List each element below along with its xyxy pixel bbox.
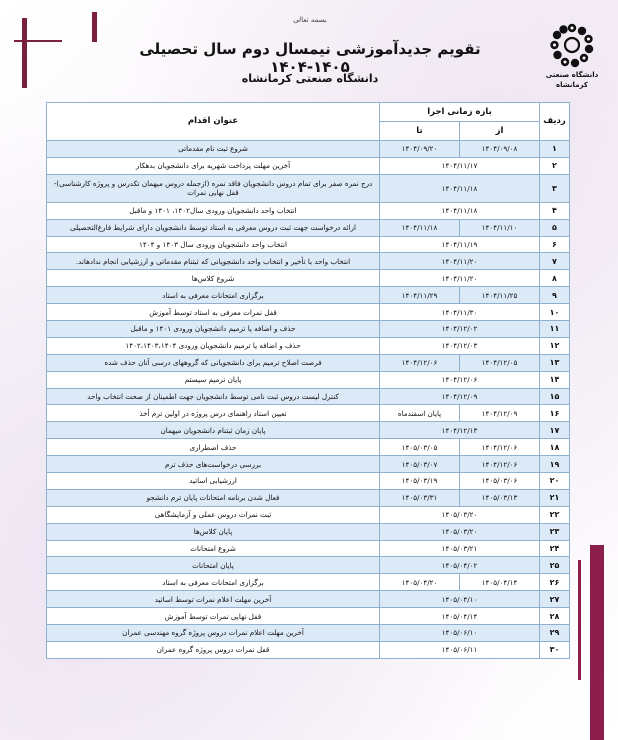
row-number-cell: ۱۶ xyxy=(540,405,570,422)
decorative-bar xyxy=(590,545,604,740)
date-cell: ۱۴۰۵/۰۳/۲۰ xyxy=(380,523,540,540)
row-number-cell: ۵ xyxy=(540,219,570,236)
row-number-cell: ۲۱ xyxy=(540,489,570,506)
row-number-cell: ۱۱ xyxy=(540,321,570,338)
row-number-cell: ۱۲ xyxy=(540,337,570,354)
row-number-cell: ۳ xyxy=(540,174,570,202)
table-row xyxy=(47,174,570,202)
to-date-cell: پایان اسفندماه xyxy=(380,405,460,422)
to-date-cell: ۱۴۰۴/۰۹/۲۰ xyxy=(380,141,460,158)
action-title-cell: پایان ترمیم سیستم xyxy=(47,371,380,388)
row-number-cell: ۶ xyxy=(540,236,570,253)
action-title-cell: شروع ثبت نام مقدماتی xyxy=(47,141,380,158)
academic-calendar-table xyxy=(46,102,570,659)
action-title-cell: پایان کلاس‌ها xyxy=(47,523,380,540)
date-cell: ۱۴۰۵/۰۴/۰۲ xyxy=(380,557,540,574)
from-date-cell: ۱۴۰۴/۰۹/۰۸ xyxy=(460,141,540,158)
from-date-cell: ۱۴۰۴/۱۲/۰۶ xyxy=(460,456,540,473)
action-title-cell: قفل نمرات دروس پروژه گروه عمران xyxy=(47,641,380,658)
action-title-cell: حذف و اضافه یا ترمیم دانشجویان ورودی ۱۴۰۲،۱۴۰۳،۱۴۰۴ xyxy=(47,337,380,354)
table-row xyxy=(47,270,570,287)
row-number-cell: ۷ xyxy=(540,253,570,270)
date-cell: ۱۴۰۵/۰۴/۱۰ xyxy=(380,591,540,608)
table-row xyxy=(47,422,570,439)
from-date-cell: ۱۴۰۴/۱۲/۰۹ xyxy=(460,405,540,422)
table-row xyxy=(47,253,570,270)
row-number-cell: ۲۳ xyxy=(540,523,570,540)
decorative-line xyxy=(92,12,97,42)
action-title-cell: انتخاب واحد دانشجویان ورودی سال۱۴۰۲، ۱۴۰۱ و ماقبل xyxy=(47,202,380,219)
table-row xyxy=(47,304,570,321)
row-number-cell: ۲۲ xyxy=(540,506,570,523)
date-cell: ۱۴۰۵/۰۶/۱۱ xyxy=(380,641,540,658)
row-number-cell: ۲۸ xyxy=(540,608,570,625)
table-row xyxy=(47,219,570,236)
action-title-cell: درج نمره صفر برای تمام دروس دانشجویان فاقد نمره (ازجمله دروس میهمان تکدرس و پروژه کارشناسی)-قفل نهایی نمرات xyxy=(47,174,380,202)
table-row xyxy=(47,489,570,506)
from-date-cell: ۱۴۰۴/۱۱/۲۵ xyxy=(460,287,540,304)
action-title-cell: تعیین استاد راهنمای درس پروژه در اولین ترم أخذ xyxy=(47,405,380,422)
action-title-cell: برگزاری امتحانات معرفی به استاد xyxy=(47,574,380,591)
table-row xyxy=(47,506,570,523)
date-cell: ۱۴۰۴/۱۱/۱۸ xyxy=(380,202,540,219)
action-title-cell: آخرین مهلت اعلام نمرات توسط اساتید xyxy=(47,591,380,608)
row-number-cell: ۱ xyxy=(540,141,570,158)
table-row xyxy=(47,371,570,388)
date-cell: ۱۴۰۴/۱۲/۱۳ xyxy=(380,422,540,439)
university-logo-icon xyxy=(547,20,597,70)
row-number-cell: ۲۷ xyxy=(540,591,570,608)
row-number-cell: ۱۰ xyxy=(540,304,570,321)
from-date-cell: ۱۴۰۵/۰۳/۱۳ xyxy=(460,489,540,506)
column-header-to: تا xyxy=(380,122,460,141)
from-date-cell: ۱۴۰۴/۱۲/۰۶ xyxy=(460,439,540,456)
decorative-line xyxy=(578,560,581,680)
action-title-cell: پایان زمان ثبتنام دانشجویان میهمان xyxy=(47,422,380,439)
row-number-cell: ۲۵ xyxy=(540,557,570,574)
action-title-cell: قفل نمرات معرفی به استاد توسط آموزش xyxy=(47,304,380,321)
row-number-cell: ۳۰ xyxy=(540,641,570,658)
action-title-cell: کنترل لیست دروس ثبت نامی توسط دانشجویان جهت اطمینان از صحت انتخاب واحد xyxy=(47,388,380,405)
action-title-cell: بررسی درخواست‌های حذف ترم xyxy=(47,456,380,473)
page-subtitle: دانشگاه صنعتی کرمانشاه xyxy=(241,72,379,85)
row-number-cell: ۱۷ xyxy=(540,422,570,439)
to-date-cell: ۱۴۰۴/۱۱/۲۹ xyxy=(380,287,460,304)
date-cell: ۱۴۰۴/۱۱/۳۰ xyxy=(380,304,540,321)
column-header-from: از xyxy=(460,122,540,141)
table-row xyxy=(47,574,570,591)
brand-name-line1: دانشگاه صنعتی xyxy=(545,71,599,79)
to-date-cell: ۱۴۰۵/۰۳/۰۷ xyxy=(380,456,460,473)
row-number-cell: ۱۵ xyxy=(540,388,570,405)
table-row xyxy=(47,236,570,253)
table-row xyxy=(47,608,570,625)
date-cell: ۱۴۰۵/۰۴/۱۴ xyxy=(380,608,540,625)
action-title-cell: شروع کلاس‌ها xyxy=(47,270,380,287)
to-date-cell: ۱۴۰۴/۱۲/۰۶ xyxy=(380,354,460,371)
from-date-cell: ۱۴۰۵/۰۳/۰۶ xyxy=(460,473,540,490)
table-row xyxy=(47,641,570,658)
decorative-line xyxy=(14,40,62,42)
to-date-cell: ۱۴۰۴/۱۱/۱۸ xyxy=(380,219,460,236)
date-cell: ۱۴۰۵/۰۶/۱۰ xyxy=(380,625,540,642)
date-cell: ۱۴۰۵/۰۳/۲۰ xyxy=(380,506,540,523)
table-row xyxy=(47,456,570,473)
from-date-cell: ۱۴۰۵/۰۴/۱۴ xyxy=(460,574,540,591)
date-cell: ۱۴۰۴/۱۲/۰۹ xyxy=(380,388,540,405)
to-date-cell: ۱۴۰۵/۰۳/۳۱ xyxy=(380,489,460,506)
date-cell: ۱۴۰۴/۱۱/۲۰ xyxy=(380,253,540,270)
action-title-cell: برگزاری امتحانات معرفی به استاد xyxy=(47,287,380,304)
table-row xyxy=(47,141,570,158)
row-number-cell: ۲۰ xyxy=(540,473,570,490)
row-number-cell: ۴ xyxy=(540,202,570,219)
column-header-row-number: ردیف xyxy=(540,103,570,141)
table-row xyxy=(47,405,570,422)
table-row xyxy=(47,557,570,574)
table-row xyxy=(47,354,570,371)
table-row xyxy=(47,321,570,338)
row-number-cell: ۱۳ xyxy=(540,354,570,371)
action-title-cell: آخرین مهلت اعلام نمرات دروس پروژه گروه مهندسی عمران xyxy=(47,625,380,642)
column-header-period: بازه زمانی اجرا xyxy=(380,103,540,122)
bismillah-text: بسمه تعالی xyxy=(293,16,327,24)
action-title-cell: ارائه درخواست جهت ثبت دروس معرفی به استاد توسط دانشجویان دارای شرایط فارغ‌التحصیلی xyxy=(47,219,380,236)
action-title-cell: پایان امتحانات xyxy=(47,557,380,574)
action-title-cell: انتخاب واحد با تأخیر و انتخاب واحد دانشجویانی که ثبتنام مقدماتی و ارزشیابی انجام ندادهاند. xyxy=(47,253,380,270)
table-row xyxy=(47,473,570,490)
table-row xyxy=(47,157,570,174)
to-date-cell: ۱۴۰۵/۰۴/۲۰ xyxy=(380,574,460,591)
row-number-cell: ۲۹ xyxy=(540,625,570,642)
action-title-cell: قفل نهایی نمرات توسط آموزش xyxy=(47,608,380,625)
row-number-cell: ۹ xyxy=(540,287,570,304)
date-cell: ۱۴۰۴/۱۱/۱۷ xyxy=(380,157,540,174)
table-row xyxy=(47,625,570,642)
row-number-cell: ۱۹ xyxy=(540,456,570,473)
action-title-cell: حذف و اضافه یا ترمیم دانشجویان ورودی ۱۴۰۱ و ماقبل xyxy=(47,321,380,338)
action-title-cell: شروع امتحانات xyxy=(47,540,380,557)
to-date-cell: ۱۴۰۵/۰۳/۰۵ xyxy=(380,439,460,456)
table-row xyxy=(47,337,570,354)
page-title: تقویم جدیدآموزشی نیمسال دوم سال تحصیلی ۱۴۰۵-۱۴۰۴ xyxy=(139,40,481,76)
row-number-cell: ۲۴ xyxy=(540,540,570,557)
brand-name-line2: کرمانشاه xyxy=(556,81,588,89)
table-row xyxy=(47,591,570,608)
to-date-cell: ۱۴۰۵/۰۳/۱۹ xyxy=(380,473,460,490)
row-number-cell: ۲ xyxy=(540,157,570,174)
date-cell: ۱۴۰۴/۱۱/۲۰ xyxy=(380,270,540,287)
decorative-bar xyxy=(22,18,27,88)
table-row xyxy=(47,540,570,557)
action-title-cell: انتخاب واحد دانشجویان ورودی سال ۱۴۰۳ و ۱۴۰۴ xyxy=(47,236,380,253)
action-title-cell: ارزشیابی اساتید xyxy=(47,473,380,490)
table-row xyxy=(47,287,570,304)
date-cell: ۱۴۰۴/۱۱/۱۸ xyxy=(380,174,540,202)
action-title-cell: فرصت اصلاح ترمیم برای دانشجویانی که گروههای درسی آنان حذف شده xyxy=(47,354,380,371)
table-row xyxy=(47,439,570,456)
table-row xyxy=(47,202,570,219)
row-number-cell: ۱۴ xyxy=(540,371,570,388)
from-date-cell: ۱۴۰۴/۱۲/۰۵ xyxy=(460,354,540,371)
table-body xyxy=(47,141,570,659)
table-row xyxy=(47,388,570,405)
action-title-cell: حذف اضطراری xyxy=(47,439,380,456)
row-number-cell: ۸ xyxy=(540,270,570,287)
action-title-cell: فعال شدن برنامه امتحانات پایان ترم دانشجو xyxy=(47,489,380,506)
table-row xyxy=(47,523,570,540)
action-title-cell: آخرین مهلت پرداخت شهریه برای دانشجویان بدهکار xyxy=(47,157,380,174)
date-cell: ۱۴۰۴/۱۲/۰۲ xyxy=(380,321,540,338)
university-brand xyxy=(541,20,603,90)
date-cell: ۱۴۰۵/۰۳/۲۱ xyxy=(380,540,540,557)
date-cell: ۱۴۰۴/۱۲/۰۶ xyxy=(380,371,540,388)
row-number-cell: ۲۶ xyxy=(540,574,570,591)
from-date-cell: ۱۴۰۴/۱۱/۱۰ xyxy=(460,219,540,236)
column-header-action-title: عنوان اقدام xyxy=(47,103,380,141)
action-title-cell: ثبت نمرات دروس عملی و آزمایشگاهی xyxy=(47,506,380,523)
date-cell: ۱۴۰۴/۱۱/۱۹ xyxy=(380,236,540,253)
row-number-cell: ۱۸ xyxy=(540,439,570,456)
date-cell: ۱۴۰۴/۱۲/۰۳ xyxy=(380,337,540,354)
